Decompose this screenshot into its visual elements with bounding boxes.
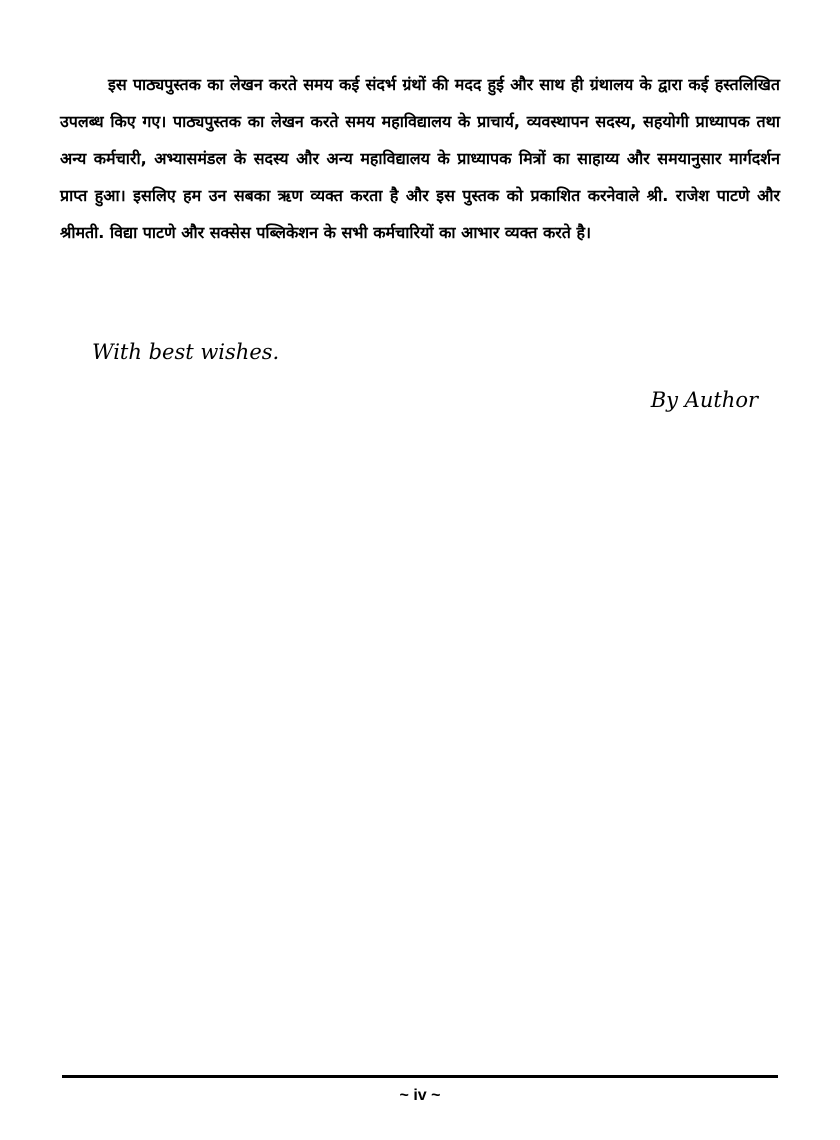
footer-divider [62,1075,778,1078]
acknowledgement-paragraph: इस पाठ्यपुस्तक का लेखन करते समय कई संदर्भ ग्रंथों की मदद हुई और साथ ही ग्रंथालय के द्वारा कई हस्तलिखित उपलब्ध किए गए। पाठ्यपुस्तक का लेखन करते समय महाविद्यालय के प्राचार्य, व्यवस्थापन सदस्य, सहयोगी प्राध्यापक तथा अन्य कर्मचारी, अभ्यासमंडल के सदस्य और अन्य महाविद्यालय के प्राध्यापक मित्रों का साहाय्य और समयानुसार मार्गदर्शन प्राप्त हुआ। इसलिए हम उन सबका ऋण व्यक्त करता है और इस पुस्तक को प्रकाशित करनेवाले श्री. राजेश पाटणे और श्रीमती. विद्या पाटणे और सक्सेस पब्लिकेशन के सभी कर्मचारियों का आभार व्यक्त करते है। [60,75,780,242]
author-signature: By Author [650,388,758,412]
closing-greeting: With best wishes. [92,340,280,364]
page-number: ~ iv ~ [399,1087,441,1104]
